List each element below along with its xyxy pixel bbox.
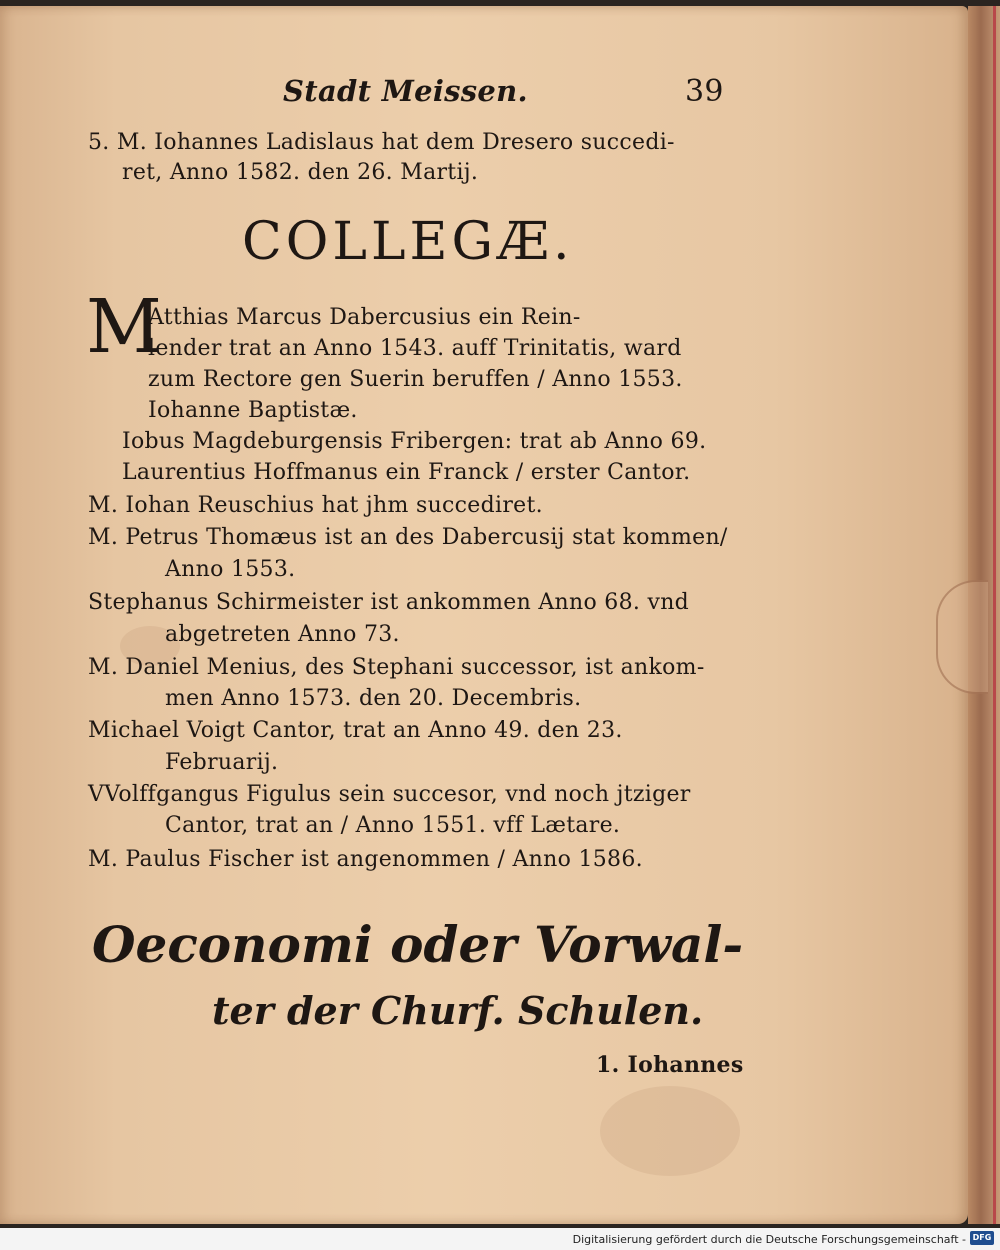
intro-line-1: 5. M. Iohannes Ladislaus hat dem Dresero succedi- [88, 130, 675, 155]
section-title-line-1: Oeconomi oder Vorwal- [92, 915, 744, 974]
section-title-line-2: ter der Churf. Schulen. [212, 988, 704, 1033]
entry-line: M. Petrus Thomæus ist an des Dabercusij stat kommen/ [88, 525, 728, 550]
book-page [0, 6, 968, 1224]
entry-line: Iobus Magdeburgensis Fribergen: trat ab Anno 69. [122, 429, 707, 454]
entry-line: lender trat an Anno 1543. auff Trinitatis, ward [148, 336, 682, 361]
footer-credit: Digitalisierung gefördert durch die Deutsche Forschungsgemeinschaft - [572, 1233, 966, 1246]
entry-line: Laurentius Hoffmanus ein Franck / erster Cantor. [122, 460, 691, 485]
intro-line-2: ret, Anno 1582. den 26. Martij. [122, 160, 479, 185]
entry-line: M. Paulus Fischer ist angenommen / Anno 1586. [88, 847, 643, 872]
entry-line: Stephanus Schirmeister ist ankommen Anno 68. vnd [88, 590, 690, 615]
entry-line: abgetreten Anno 73. [165, 622, 400, 647]
entry-line: zum Rectore gen Suerin beruffen / Anno 1553. [148, 367, 683, 392]
entry-line: VVolffgangus Figulus sein succesor, vnd noch jtziger [88, 782, 691, 807]
entry-line: M. Daniel Menius, des Stephani successor, ist ankom- [88, 655, 705, 680]
section-heading-collegae: COLLEGÆ. [242, 212, 574, 272]
running-head: Stadt Meissen. [283, 74, 528, 108]
drop-cap: M [86, 284, 162, 370]
entry-line: Michael Voigt Cantor, trat an Anno 49. den 23. [88, 718, 623, 743]
entry-line: Atthias Marcus Dabercusius ein Rein- [148, 305, 581, 330]
entry-line: men Anno 1573. den 20. Decembris. [165, 686, 582, 711]
entry-line: Februarij. [165, 750, 279, 775]
page-fold-tab [936, 580, 988, 694]
entry-line: Cantor, trat an / Anno 1551. vff Lætare. [165, 813, 621, 838]
entry-line: Anno 1553. [165, 557, 296, 582]
page-number: 39 [685, 74, 724, 109]
paper-stain [600, 1086, 740, 1176]
entry-line: Iohanne Baptistæ. [148, 398, 358, 423]
entry-line: M. Iohan Reuschius hat jhm succediret. [88, 493, 543, 518]
catchword: 1. Iohannes [596, 1052, 744, 1078]
dfg-logo-icon: DFG [970, 1231, 994, 1245]
